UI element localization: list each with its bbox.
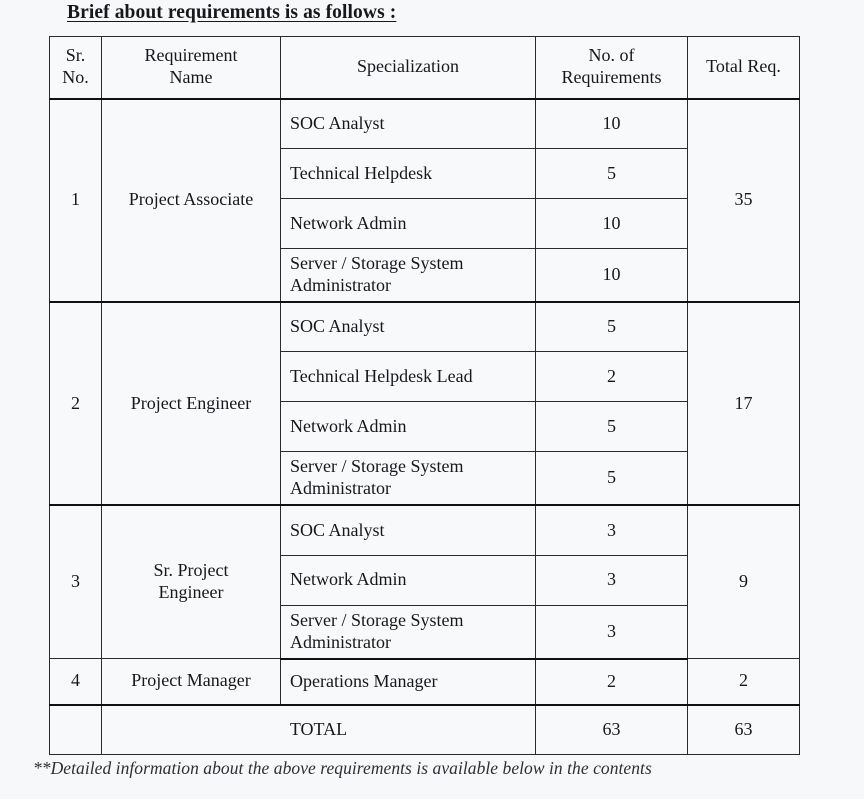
cell-sr-no: 2 [50, 302, 102, 505]
cell-requirement-name: Project Associate [102, 99, 281, 302]
header-no-of-requirements-line2: Requirements [561, 67, 662, 88]
header-sr-no-line1: Sr. [65, 45, 86, 66]
cell-specialization: Network Admin [281, 199, 536, 249]
cell-total-total-req: 63 [688, 705, 800, 755]
cell-total-label: TOTAL [102, 705, 536, 755]
header-specialization: Specialization [281, 37, 536, 99]
cell-count: 2 [536, 659, 688, 705]
cell-count: 3 [536, 555, 688, 605]
header-requirement-name [102, 37, 281, 99]
cell-total-req: 9 [688, 505, 800, 658]
cell-count: 5 [536, 402, 688, 452]
cell-specialization [281, 249, 536, 302]
cell-specialization: Operations Manager [281, 659, 536, 705]
cell-total-req: 35 [688, 99, 800, 302]
cell-specialization: SOC Analyst [281, 505, 536, 555]
header-no-of-requirements-line1: No. of [588, 45, 635, 66]
cell-requirement-name [102, 505, 281, 658]
cell-requirement-name: Project Manager [102, 659, 281, 705]
cell-specialization: Network Admin [281, 555, 536, 605]
cell-count: 5 [536, 452, 688, 505]
cell-requirement-name: Project Engineer [102, 302, 281, 505]
cell-specialization-line1: Server / Storage System [290, 609, 464, 630]
header-sr-no-line2: No. [62, 67, 89, 88]
table-header-row [50, 37, 800, 99]
cell-sr-no: 4 [50, 659, 102, 705]
cell-count: 5 [536, 149, 688, 199]
cell-specialization: Technical Helpdesk [281, 149, 536, 199]
header-requirement-name-line1: Requirement [144, 45, 238, 66]
cell-specialization: SOC Analyst [281, 302, 536, 352]
cell-specialization [281, 452, 536, 505]
cell-total-req: 2 [688, 659, 800, 705]
cell-specialization-line2: Administrator [290, 631, 391, 652]
requirements-table [49, 36, 800, 755]
cell-count: 2 [536, 352, 688, 402]
header-total-req: Total Req. [688, 37, 800, 99]
cell-specialization: SOC Analyst [281, 99, 536, 149]
cell-count: 3 [536, 505, 688, 555]
cell-count: 10 [536, 99, 688, 149]
header-no-of-requirements [536, 37, 688, 99]
header-sr-no [50, 37, 102, 99]
cell-total-req: 17 [688, 302, 800, 505]
cell-specialization-line2: Administrator [290, 478, 391, 499]
cell-specialization [281, 605, 536, 658]
footnote: **Detailed information about the above requirements is available below in the contents [33, 758, 652, 778]
cell-specialization: Network Admin [281, 402, 536, 452]
cell-count: 5 [536, 302, 688, 352]
header-requirement-name-line2: Name [169, 67, 213, 88]
cell-specialization: Technical Helpdesk Lead [281, 352, 536, 402]
cell-sr-no: 3 [50, 505, 102, 658]
table-row [50, 99, 800, 149]
cell-count: 10 [536, 249, 688, 302]
cell-count: 10 [536, 199, 688, 249]
table-row [50, 505, 800, 555]
table-body [50, 99, 800, 755]
cell-specialization-line1: Server / Storage System [290, 456, 464, 477]
cell-sr-no: 1 [50, 99, 102, 302]
cell-requirement-name-line2: Engineer [158, 582, 224, 603]
cell-count: 3 [536, 605, 688, 658]
table-row [50, 302, 800, 352]
table-header [50, 37, 800, 99]
table-row [50, 659, 800, 705]
cell-total-sr-no-empty [50, 705, 102, 755]
cell-specialization-line1: Server / Storage System [290, 253, 464, 273]
page-title: Brief about requirements is as follows : [67, 2, 397, 23]
cell-total-count: 63 [536, 705, 688, 755]
cell-specialization-line2: Administrator [290, 274, 391, 295]
table-total-row [50, 705, 800, 755]
cell-requirement-name-line1: Sr. Project [153, 560, 229, 581]
